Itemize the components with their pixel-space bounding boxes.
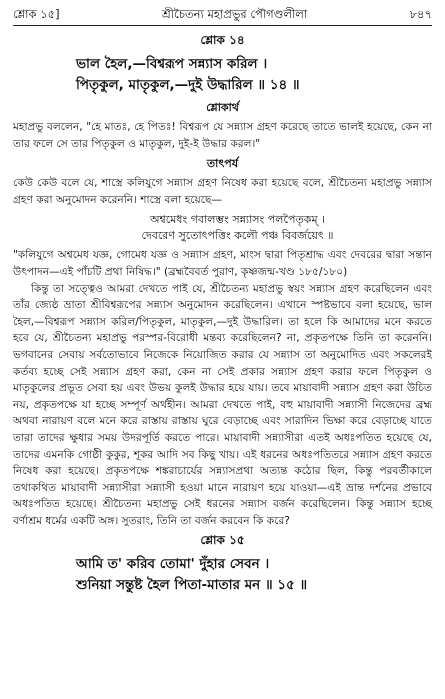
translation-text: মহাপ্রভু বললেন, "হে মাতঃ, হে পিতঃ! বিশ্বরূপ যে সন্ন্যাস গ্রহণ করেছে তাতে ভালই হয়েছে, কেন না তার ফলে সে তার পিতৃকুল ও মাতৃকুল, দুই-ই উদ্ধার করল।" [13,121,432,150]
verse-14-line-1: ভাল হৈল,—বিশ্বরূপ সন্ন্যাস করিল । [76,56,268,72]
sanskrit-line-2: দেবরেণ সুতোৎপত্তিং কলৌ পঞ্চ বিবর্জয়েৎ ॥ [141,229,334,243]
purport-label: তাৎপর্য [206,157,239,171]
verse-15-line-1: আমি ত' করিব তোমা' দুঁহার সেবন । [76,556,270,573]
purport-intro: কেউ কেউ বলে যে, শাস্ত্রে কলিযুগে সন্ন্যাস গ্রহণ নিষেধ করা হয়েছে বলে, শ্রীচৈতন্য মহাপ্রভু সন্ন্যাস গ্রহণ করা অনুমোদন করেননি। শাস্ত্রে বলা হয়েছে— [13,177,432,206]
verse-15-line-2: শুনিয়া সন্তুষ্ট হৈল পিতা-মাতার মন ॥ ১৫ ॥ [76,577,308,594]
verse-14-line-2: পিতৃকুল, মাতৃকুল,—দুই উদ্ধারিল ॥ ১৪ ॥ [76,77,300,93]
sanskrit-line-1: অশ্বমেধং গবালম্ভং সন্ন্যাসং পলপৈতৃকম্ । [149,213,326,227]
page-header [13,6,432,24]
scripture-quote: "কলিযুগে অশ্বমেধ যজ্ঞ, গোমেধ যজ্ঞ ও সন্ন্যাস গ্রহণ, মাংস দ্বারা পিতৃশ্রাদ্ধ এবং দেবরের দ্বারা সন্তান উৎপাদন—এই পাঁচটি প্রথা নিষিদ্ধ।" (ব্রহ্মবৈবর্ত পুরাণ, কৃষ্ণজন্ম-খণ্ড ১৮৫/১৮০) [13,249,432,278]
sanskrit-verse [13,212,432,244]
verse-14-label: শ্লোক ১৪ [200,33,245,47]
translation-label: শ্লোকার্থ [206,101,239,114]
header-verse-ref: শ্লোক ১৫] [13,6,60,21]
header-title: শ্রীচৈতন্য মহাপ্রভুর পৌগণ্ডলীলা [162,6,308,21]
page-number: ৮৪৭ [409,6,432,21]
header-rule [13,25,432,26]
verse-15-label: শ্লোক ১৫ [200,533,245,548]
purport-paragraph: কিন্তু তা সত্ত্বেও আমরা দেখতে পাই যে, শ্রীচৈতন্য মহাপ্রভু স্বয়ং সন্ন্যাস গ্রহণ করেছিলেন এবং তাঁর জ্যেষ্ঠ ভ্রাতা শ্রীবিশ্বরূপের সন্ন্যাস অনুমোদন করেছিলেন। এখানে স্পষ্টভাবে বলা হয়েছে, ভাল হৈল,—বিশ্বরূপ সন্ন্যাস করিল/পিতৃকুল, মাতৃকুল,—দুই উদ্ধারিল। তা হলে কি আমাদের মনে করতে হবে যে, শ্রীচৈতন্য মহাপ্রভু পরস্পর-বিরোধী মন্তব্য করেছিলেন? না, প্রকৃতপক্ষে তিনি তা করেননি। ভগবানের সেবায় সর্বতোভাবে নিজেকে নিয়োজিত করার যে সন্ন্যাস তা অনুমোদিত এবং সকলেরই কর্তব্য হচ্ছে সেই সন্ন্যাস গ্রহণ করা, কেন না সেই প্রকার সন্ন্যাস গ্রহণ করার ফলে পিতৃকুল ও মাতৃকুলের প্রভূত সেবা হয় এবং উভয় কুলই উদ্ধার হয়ে যায়। তবে মায়াবাদী সন্ন্যাস গ্রহণ করা উচিত নয়, প্রকৃতপক্ষে যা হচ্ছে সম্পূর্ণ অর্থহীন। আমরা দেখতে পাই, বহু মায়াবাদী সন্ন্যাসী নিজেদের ব্রহ্ম অথবা নারায়ণ বলে মনে করে রাস্তায় রাস্তায় ঘুরে বেড়াচ্ছে এবং সারাদিন ভিক্ষা করে বেড়াচ্ছে যাতে তারা তাদের ক্ষুধার সময় উদরপূর্তি করতে পারে। মায়াবাদী সন্ন্যাসীরা এতই অধঃপতিত হয়েছে যে, তাদের এমনকি গোষ্ঠী কুকুর, শূকর আদি সব কিছু খায়। এই ধরনের অধঃপতিতরে সন্ন্যাস গ্রহণ করতে নিষেধ করা হয়েছে। প্রকৃতপক্ষে শঙ্করাচার্যের সন্ন্যাসপ্রথা অত্যন্ত কঠোর ছিল, কিন্তু পরবর্তীকালে তথাকথিত মায়াবাদী সন্ন্যাসীরা সন্ন্যাসী হওয়া মানে নারায়ণ হয়ে যাওয়া—এই ভ্রান্ত দর্শনের প্রভাবে অধঃপতিত হয়েছে। শ্রীচৈতন্য মহাপ্রভু সেই ধরনের সন্ন্যাস বর্জন করেছিলেন। কিন্তু সন্ন্যাস হচ্ছে বর্ণাশ্রম ধর্মের একটি অঙ্গ। সুতরাং, তিনি তা বর্জন করবেন কি করে? [13,282,432,527]
